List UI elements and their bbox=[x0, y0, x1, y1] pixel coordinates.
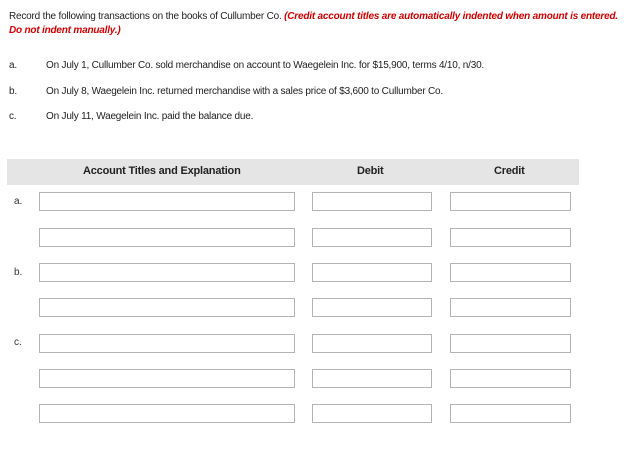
credit-input-3[interactable] bbox=[450, 263, 571, 282]
transaction-text: On July 1, Cullumber Co. sold merchandise on account to Waegelein Inc. for $15,900, terms 4/10, n/30. bbox=[46, 60, 485, 71]
debit-input-4[interactable] bbox=[312, 298, 432, 317]
debit-input-7[interactable] bbox=[312, 404, 432, 423]
instructions bbox=[9, 10, 624, 38]
credit-input-6[interactable] bbox=[450, 369, 571, 388]
debit-header: Debit bbox=[357, 165, 384, 177]
account-title-input-2[interactable] bbox=[39, 228, 295, 247]
account-title-input-3[interactable] bbox=[39, 263, 295, 282]
credit-header: Credit bbox=[494, 165, 525, 177]
row-label-b: b. bbox=[14, 267, 23, 278]
debit-input-6[interactable] bbox=[312, 369, 432, 388]
debit-input-2[interactable] bbox=[312, 228, 432, 247]
row-label-a: a. bbox=[14, 196, 23, 207]
transaction-letter: a. bbox=[9, 60, 17, 71]
transaction-text: On July 8, Waegelein Inc. returned merchandise with a sales price of $3,600 to Cullumber Co. bbox=[46, 86, 443, 97]
journal-table-header bbox=[7, 159, 579, 185]
transaction-letter: b. bbox=[9, 86, 17, 97]
account-title-input-1[interactable] bbox=[39, 192, 295, 211]
credit-input-1[interactable] bbox=[450, 192, 571, 211]
account-title-input-6[interactable] bbox=[39, 369, 295, 388]
credit-input-7[interactable] bbox=[450, 404, 571, 423]
credit-input-4[interactable] bbox=[450, 298, 571, 317]
credit-input-2[interactable] bbox=[450, 228, 571, 247]
account-title-input-4[interactable] bbox=[39, 298, 295, 317]
instructions-note: (Credit account titles are automatically indented when amount is entered. Do not indent manually.) bbox=[9, 11, 618, 36]
account-title-input-7[interactable] bbox=[39, 404, 295, 423]
debit-input-1[interactable] bbox=[312, 192, 432, 211]
account-titles-header: Account Titles and Explanation bbox=[83, 165, 241, 177]
transaction-text: On July 11, Waegelein Inc. paid the balance due. bbox=[46, 111, 254, 122]
row-label-c: c. bbox=[14, 337, 22, 348]
transaction-letter: c. bbox=[9, 111, 17, 122]
credit-input-5[interactable] bbox=[450, 334, 571, 353]
debit-input-3[interactable] bbox=[312, 263, 432, 282]
debit-input-5[interactable] bbox=[312, 334, 432, 353]
account-title-input-5[interactable] bbox=[39, 334, 295, 353]
instructions-text: Record the following transactions on the books of Cullumber Co. bbox=[9, 11, 285, 22]
